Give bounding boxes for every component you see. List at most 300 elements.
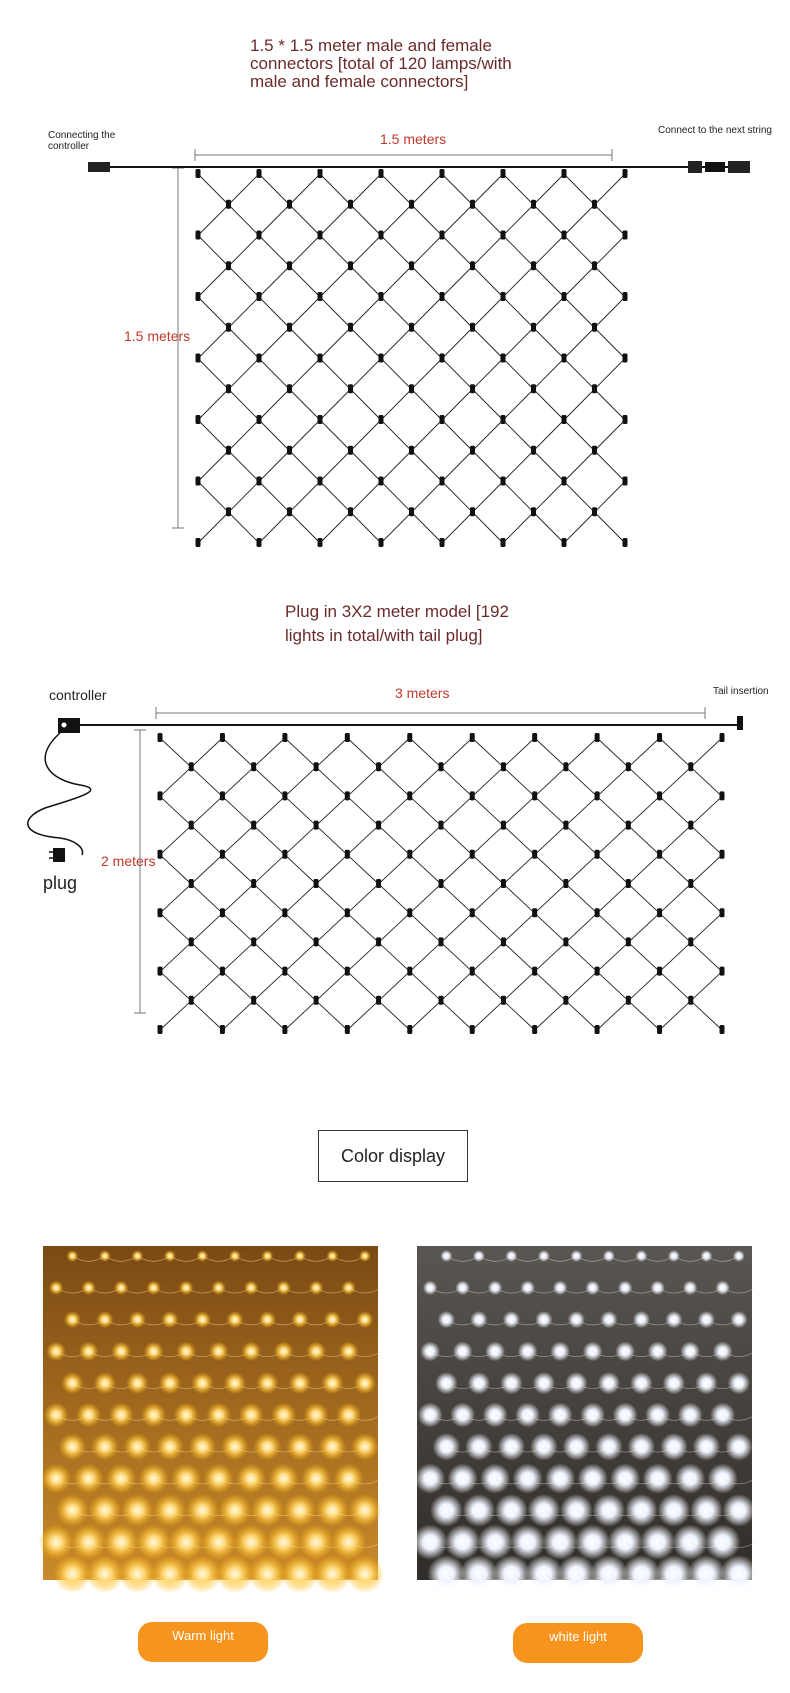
glowing-bulb bbox=[430, 1494, 463, 1527]
led-bulb bbox=[532, 1025, 537, 1034]
glowing-bulb bbox=[455, 1281, 470, 1296]
glowing-bulb bbox=[309, 1281, 324, 1296]
led-bulb bbox=[595, 908, 600, 917]
led-bulb bbox=[345, 908, 350, 917]
glowing-bulb bbox=[153, 1494, 186, 1527]
led-bulb bbox=[282, 733, 287, 742]
glowing-bulb bbox=[453, 1342, 473, 1362]
glowing-bulb bbox=[71, 1525, 106, 1560]
glowing-bulb bbox=[545, 1464, 575, 1494]
glowing-bulb bbox=[730, 1311, 747, 1328]
glowing-bulb bbox=[194, 1311, 211, 1328]
led-bulb bbox=[501, 879, 506, 888]
led-bulb bbox=[314, 937, 319, 946]
glowing-bulb bbox=[592, 1494, 625, 1527]
led-bulb bbox=[720, 733, 725, 742]
glowing-bulb bbox=[583, 1342, 603, 1362]
glowing-bulb bbox=[720, 1555, 758, 1593]
led-bulb bbox=[532, 791, 537, 800]
glowing-bulb bbox=[420, 1342, 440, 1362]
glowing-bulb bbox=[418, 1403, 443, 1428]
glowing-bulb bbox=[643, 1464, 673, 1494]
glowing-bulb bbox=[56, 1494, 89, 1527]
white-light-badge bbox=[513, 1623, 643, 1663]
glowing-bulb bbox=[159, 1372, 181, 1394]
glowing-bulb bbox=[53, 1555, 91, 1593]
led-bulb bbox=[220, 1025, 225, 1034]
glowing-bulb bbox=[628, 1433, 656, 1461]
glowing-bulb bbox=[49, 1281, 64, 1296]
white-light-label: white light bbox=[549, 1629, 607, 1644]
section1-heading: 1.5 * 1.5 meter male and female connectors [total of 120 lamps/with male and female connectors] bbox=[250, 36, 512, 91]
glowing-bulb bbox=[261, 1250, 273, 1262]
glowing-bulb bbox=[79, 1342, 99, 1362]
glowing-bulb bbox=[81, 1281, 96, 1296]
led-bulb bbox=[470, 733, 475, 742]
glowing-bulb bbox=[645, 1403, 670, 1428]
glowing-bulb bbox=[319, 1433, 347, 1461]
glowing-bulb bbox=[351, 1433, 379, 1461]
glowing-bulb bbox=[216, 1555, 254, 1593]
led-bulb bbox=[158, 967, 163, 976]
led-bulb bbox=[345, 733, 350, 742]
glowing-bulb bbox=[313, 1555, 351, 1593]
glowing-bulb bbox=[96, 1311, 113, 1328]
led-bulb bbox=[407, 908, 412, 917]
glowing-bulb bbox=[500, 1372, 522, 1394]
glowing-bulb bbox=[728, 1372, 750, 1394]
glowing-bulb bbox=[124, 1433, 152, 1461]
led-bulb bbox=[282, 791, 287, 800]
glowing-bulb bbox=[650, 1281, 665, 1296]
glowing-bulb bbox=[470, 1311, 487, 1328]
glowing-bulb bbox=[722, 1494, 755, 1527]
glowing-bulb bbox=[488, 1281, 503, 1296]
led-bulb bbox=[220, 791, 225, 800]
glowing-bulb bbox=[578, 1464, 608, 1494]
glowing-bulb bbox=[412, 1525, 447, 1560]
power-cord bbox=[28, 733, 91, 855]
glowing-bulb bbox=[256, 1372, 278, 1394]
glowing-bulb bbox=[687, 1555, 725, 1593]
glowing-bulb bbox=[46, 1342, 66, 1362]
glowing-bulb bbox=[269, 1464, 299, 1494]
glowing-bulb bbox=[660, 1433, 688, 1461]
glowing-bulb bbox=[211, 1281, 226, 1296]
glowing-bulb bbox=[448, 1464, 478, 1494]
glowing-bulb bbox=[41, 1464, 71, 1494]
glowing-bulb bbox=[171, 1464, 201, 1494]
led-bulb bbox=[595, 791, 600, 800]
led-bulb bbox=[407, 733, 412, 742]
glowing-bulb bbox=[465, 1433, 493, 1461]
led-bulb bbox=[595, 1025, 600, 1034]
glowing-bulb bbox=[525, 1555, 563, 1593]
glowing-bulb bbox=[86, 1555, 124, 1593]
glowing-bulb bbox=[44, 1403, 69, 1428]
led-bulb bbox=[501, 762, 506, 771]
glowing-bulb bbox=[665, 1311, 682, 1328]
led-bulb bbox=[439, 821, 444, 830]
led-bulb bbox=[720, 1025, 725, 1034]
led-bulb bbox=[657, 791, 662, 800]
glowing-bulb bbox=[206, 1403, 231, 1428]
led-bulb bbox=[314, 996, 319, 1005]
glowing-bulb bbox=[492, 1555, 530, 1593]
glowing-bulb bbox=[99, 1250, 111, 1262]
glowing-bulb bbox=[725, 1433, 753, 1461]
glowing-bulb bbox=[473, 1250, 485, 1262]
led-bulb bbox=[532, 850, 537, 859]
glowing-bulb bbox=[144, 1342, 164, 1362]
glowing-bulb bbox=[553, 1281, 568, 1296]
glowing-bulb bbox=[655, 1555, 693, 1593]
controller-label: controller bbox=[49, 687, 107, 703]
glowing-bulb bbox=[289, 1372, 311, 1394]
glowing-bulb bbox=[483, 1403, 508, 1428]
led-bulb bbox=[470, 1025, 475, 1034]
glowing-bulb bbox=[590, 1555, 628, 1593]
led-bulb bbox=[282, 908, 287, 917]
section2-heading: Plug in 3X2 meter model [192 lights in total/with tail plug] bbox=[285, 602, 509, 645]
glowing-bulb bbox=[635, 1250, 647, 1262]
glowing-bulb bbox=[359, 1250, 371, 1262]
glowing-bulb bbox=[700, 1250, 712, 1262]
led-bulb bbox=[532, 733, 537, 742]
glowing-bulb bbox=[334, 1464, 364, 1494]
glowing-bulb bbox=[196, 1250, 208, 1262]
glowing-bulb bbox=[156, 1433, 184, 1461]
glowing-bulb bbox=[141, 1403, 166, 1428]
led-bulb bbox=[158, 908, 163, 917]
glowing-bulb bbox=[423, 1281, 438, 1296]
led-bulb bbox=[376, 937, 381, 946]
led-bulb bbox=[720, 791, 725, 800]
glowing-bulb bbox=[103, 1525, 138, 1560]
led-bulb bbox=[470, 850, 475, 859]
led-bulb bbox=[345, 791, 350, 800]
glowing-bulb bbox=[615, 1342, 635, 1362]
glowing-bulb bbox=[151, 1555, 189, 1593]
glowing-bulb bbox=[106, 1464, 136, 1494]
glowing-bulb bbox=[174, 1403, 199, 1428]
glowing-bulb bbox=[91, 1433, 119, 1461]
section1-height-label: 1.5 meters bbox=[124, 328, 191, 344]
glowing-bulb bbox=[191, 1372, 213, 1394]
led-bulb bbox=[720, 908, 725, 917]
led-bulb bbox=[158, 1025, 163, 1034]
led-bulb bbox=[626, 762, 631, 771]
glowing-bulb bbox=[663, 1372, 685, 1394]
glowing-bulb bbox=[298, 1525, 333, 1560]
glowing-bulb bbox=[126, 1372, 148, 1394]
glowing-bulb bbox=[690, 1494, 723, 1527]
glowing-bulb bbox=[568, 1311, 585, 1328]
glowing-bulb bbox=[575, 1525, 610, 1560]
glowing-bulb bbox=[485, 1342, 505, 1362]
led-bulb bbox=[720, 967, 725, 976]
led-bulb bbox=[470, 967, 475, 976]
glowing-bulb bbox=[64, 1311, 81, 1328]
led-bulb bbox=[439, 879, 444, 888]
glowing-bulb bbox=[176, 1342, 196, 1362]
glowing-bulb bbox=[276, 1281, 291, 1296]
glowing-bulb bbox=[630, 1372, 652, 1394]
warm-light-badge bbox=[138, 1622, 268, 1662]
led-bulb bbox=[470, 791, 475, 800]
led-bulb bbox=[688, 937, 693, 946]
led-bulb bbox=[563, 762, 568, 771]
glowing-bulb bbox=[705, 1525, 740, 1560]
led-bulb bbox=[470, 908, 475, 917]
glowing-bulb bbox=[678, 1403, 703, 1428]
led-bulb bbox=[501, 821, 506, 830]
led-bulb bbox=[626, 937, 631, 946]
glowing-bulb bbox=[76, 1403, 101, 1428]
led-bulb bbox=[595, 967, 600, 976]
glowing-bulb bbox=[218, 1494, 251, 1527]
led-bulb bbox=[439, 996, 444, 1005]
warm-light-photo bbox=[43, 1246, 378, 1580]
glowing-bulb bbox=[445, 1525, 480, 1560]
glowing-bulb bbox=[427, 1555, 465, 1593]
glowing-bulb bbox=[498, 1433, 526, 1461]
glowing-bulb bbox=[460, 1555, 498, 1593]
glowing-bulb bbox=[189, 1433, 217, 1461]
led-bulb bbox=[532, 967, 537, 976]
glowing-bulb bbox=[331, 1525, 366, 1560]
controller-box-icon bbox=[58, 718, 80, 733]
led-bulb bbox=[189, 937, 194, 946]
glowing-bulb bbox=[477, 1525, 512, 1560]
led-bulb bbox=[439, 762, 444, 771]
led-bulb bbox=[282, 967, 287, 976]
next-string-label: Connect to the next string bbox=[658, 125, 772, 136]
glowing-bulb bbox=[94, 1372, 116, 1394]
glowing-bulb bbox=[209, 1342, 229, 1362]
led-bulb bbox=[282, 1025, 287, 1034]
led-bulb bbox=[345, 850, 350, 859]
led-bulb bbox=[626, 879, 631, 888]
led-bulb bbox=[345, 967, 350, 976]
glowing-bulb bbox=[66, 1250, 78, 1262]
tail-insertion-label: Tail insertion bbox=[713, 686, 769, 697]
led-bulb bbox=[563, 821, 568, 830]
glowing-bulb bbox=[600, 1311, 617, 1328]
led-bulb bbox=[407, 1025, 412, 1034]
glowing-bulb bbox=[520, 1281, 535, 1296]
glowing-bulb bbox=[550, 1342, 570, 1362]
glowing-bulb bbox=[61, 1372, 83, 1394]
glowing-bulb bbox=[480, 1464, 510, 1494]
glowing-bulb bbox=[580, 1403, 605, 1428]
glowing-bulb bbox=[346, 1555, 384, 1593]
tail-plug-icon bbox=[737, 716, 743, 730]
led-bulb bbox=[376, 762, 381, 771]
led-bulb bbox=[189, 821, 194, 830]
led-bulb bbox=[626, 996, 631, 1005]
glowing-bulb bbox=[129, 1311, 146, 1328]
warm-light-label: Warm light bbox=[172, 1628, 234, 1643]
glowing-bulb bbox=[648, 1342, 668, 1362]
glowing-bulb bbox=[224, 1372, 246, 1394]
glowing-bulb bbox=[239, 1403, 264, 1428]
glowing-bulb bbox=[356, 1311, 373, 1328]
glowing-bulb bbox=[450, 1403, 475, 1428]
glowing-bulb bbox=[168, 1525, 203, 1560]
glowing-bulb bbox=[625, 1494, 658, 1527]
glowing-bulb bbox=[259, 1311, 276, 1328]
led-bulb bbox=[282, 850, 287, 859]
glowing-bulb bbox=[622, 1555, 660, 1593]
glowing-bulb bbox=[131, 1250, 143, 1262]
glowing-bulb bbox=[321, 1372, 343, 1394]
glowing-bulb bbox=[233, 1525, 268, 1560]
glowing-bulb bbox=[672, 1525, 707, 1560]
glowing-bulb bbox=[248, 1555, 286, 1593]
glowing-bulb bbox=[585, 1281, 600, 1296]
glowing-bulb bbox=[354, 1372, 376, 1394]
glowing-bulb bbox=[668, 1250, 680, 1262]
led-bulb bbox=[314, 762, 319, 771]
glowing-bulb bbox=[254, 1433, 282, 1461]
glowing-bulb bbox=[251, 1494, 284, 1527]
led-bulb bbox=[439, 937, 444, 946]
glowing-bulb bbox=[513, 1464, 543, 1494]
glowing-bulb bbox=[339, 1342, 359, 1362]
glowing-bulb bbox=[221, 1433, 249, 1461]
glowing-bulb bbox=[139, 1464, 169, 1494]
glowing-bulb bbox=[657, 1494, 690, 1527]
color-display-box bbox=[318, 1130, 468, 1182]
led-bulb bbox=[657, 908, 662, 917]
glowing-bulb bbox=[548, 1403, 573, 1428]
glowing-bulb bbox=[557, 1555, 595, 1593]
glowing-bulb bbox=[336, 1403, 361, 1428]
glowing-bulb bbox=[146, 1281, 161, 1296]
led-bulb bbox=[189, 762, 194, 771]
glowing-bulb bbox=[598, 1372, 620, 1394]
glowing-bulb bbox=[708, 1464, 738, 1494]
led-bulb bbox=[158, 791, 163, 800]
glowing-bulb bbox=[241, 1342, 261, 1362]
glowing-bulb bbox=[161, 1311, 178, 1328]
glowing-bulb bbox=[440, 1250, 452, 1262]
glowing-bulb bbox=[535, 1311, 552, 1328]
led-bulb bbox=[657, 850, 662, 859]
glowing-bulb bbox=[204, 1464, 234, 1494]
glowing-bulb bbox=[468, 1372, 490, 1394]
section2-width-label: 3 meters bbox=[395, 685, 450, 701]
glowing-bulb bbox=[560, 1494, 593, 1527]
glowing-bulb bbox=[186, 1494, 219, 1527]
glowing-bulb bbox=[38, 1525, 73, 1560]
led-bulb bbox=[407, 791, 412, 800]
glowing-bulb bbox=[183, 1555, 221, 1593]
glowing-bulb bbox=[538, 1250, 550, 1262]
connecting-controller-label: Connecting the controller bbox=[48, 130, 116, 152]
led-bulb bbox=[189, 996, 194, 1005]
led-bulb bbox=[376, 996, 381, 1005]
led-bulb bbox=[626, 821, 631, 830]
glowing-bulb bbox=[515, 1403, 540, 1428]
glowing-bulb bbox=[495, 1494, 528, 1527]
glowing-bulb bbox=[164, 1250, 176, 1262]
glowing-bulb bbox=[505, 1250, 517, 1262]
glowing-bulb bbox=[715, 1281, 730, 1296]
led-bulb bbox=[532, 908, 537, 917]
led-bulb bbox=[251, 937, 256, 946]
glowing-bulb bbox=[294, 1250, 306, 1262]
led-bulb bbox=[720, 850, 725, 859]
white-light-photo bbox=[417, 1246, 752, 1580]
glowing-bulb bbox=[603, 1250, 615, 1262]
glowing-bulb bbox=[695, 1372, 717, 1394]
led-bulb bbox=[501, 937, 506, 946]
glowing-bulb bbox=[316, 1494, 349, 1527]
glowing-bulb bbox=[306, 1342, 326, 1362]
led-bulb bbox=[220, 733, 225, 742]
section2-height-label: 2 meters bbox=[101, 853, 156, 869]
led-bulb bbox=[345, 1025, 350, 1034]
glowing-bulb bbox=[613, 1403, 638, 1428]
led-bulb bbox=[688, 879, 693, 888]
glowing-bulb bbox=[179, 1281, 194, 1296]
glowing-bulb bbox=[229, 1250, 241, 1262]
glowing-bulb bbox=[683, 1281, 698, 1296]
led-bulb bbox=[158, 850, 163, 859]
light-net-2 bbox=[158, 733, 725, 1034]
led-bulb bbox=[657, 1025, 662, 1034]
led-bulb bbox=[314, 821, 319, 830]
glowing-bulb bbox=[324, 1311, 341, 1328]
glowing-bulb bbox=[341, 1281, 356, 1296]
glowing-bulb bbox=[527, 1494, 560, 1527]
glowing-bulb bbox=[88, 1494, 121, 1527]
glowing-bulb bbox=[59, 1433, 87, 1461]
glowing-bulb bbox=[640, 1525, 675, 1560]
led-bulb bbox=[251, 821, 256, 830]
glowing-bulb bbox=[462, 1494, 495, 1527]
glowing-bulb bbox=[415, 1464, 445, 1494]
led-bulb bbox=[595, 850, 600, 859]
glowing-bulb bbox=[680, 1342, 700, 1362]
glowing-bulb bbox=[510, 1525, 545, 1560]
plug-label: plug bbox=[43, 873, 78, 893]
glowing-bulb bbox=[563, 1433, 591, 1461]
glowing-bulb bbox=[542, 1525, 577, 1560]
glowing-bulb bbox=[304, 1403, 329, 1428]
color-display-title: Color display bbox=[340, 1145, 446, 1166]
glowing-bulb bbox=[326, 1250, 338, 1262]
glowing-bulb bbox=[274, 1342, 294, 1362]
led-bulb bbox=[220, 850, 225, 859]
glowing-bulb bbox=[226, 1311, 243, 1328]
led-bulb bbox=[563, 996, 568, 1005]
glowing-bulb bbox=[291, 1311, 308, 1328]
glowing-bulb bbox=[438, 1311, 455, 1328]
led-bulb bbox=[501, 996, 506, 1005]
glowing-bulb bbox=[348, 1494, 381, 1527]
led-bulb bbox=[189, 879, 194, 888]
led-bulb bbox=[563, 937, 568, 946]
glowing-bulb bbox=[570, 1250, 582, 1262]
led-bulb bbox=[158, 733, 163, 742]
glowing-bulb bbox=[698, 1311, 715, 1328]
glowing-bulb bbox=[435, 1372, 457, 1394]
glowing-bulb bbox=[633, 1311, 650, 1328]
led-bulb bbox=[688, 762, 693, 771]
